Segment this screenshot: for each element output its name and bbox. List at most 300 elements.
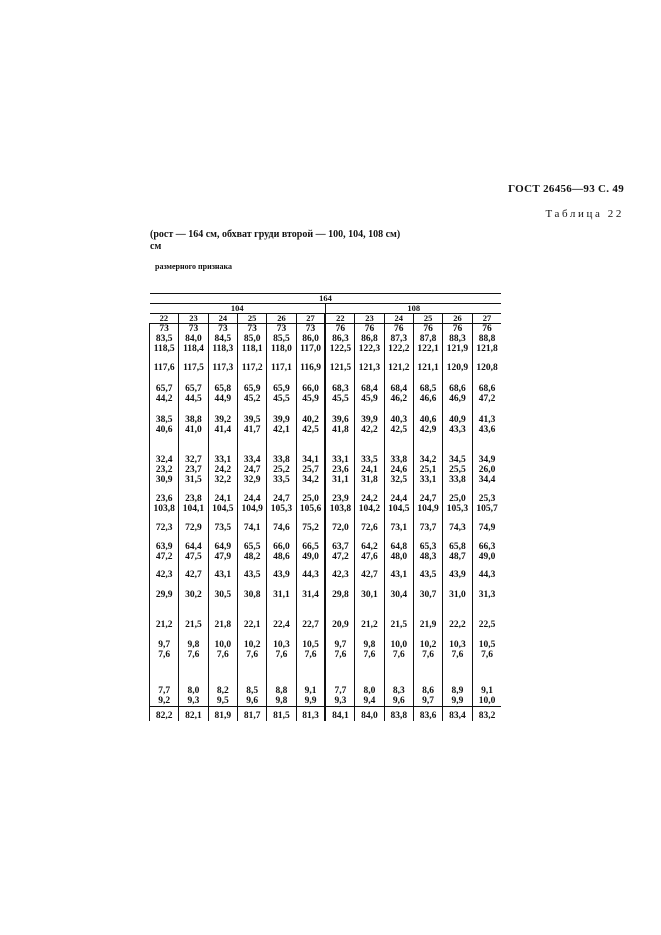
table-row-block — [150, 354, 502, 373]
table-cell — [472, 435, 501, 485]
table-cell — [267, 600, 296, 630]
cell-value: 7,6 — [275, 650, 288, 660]
cell-value: 122,5 — [329, 344, 352, 354]
cell-value: 9,1 — [481, 686, 493, 696]
cell-value: 43,6 — [478, 425, 496, 435]
cell-value: 86,3 — [332, 334, 349, 344]
cell-value: 22,1 — [243, 620, 261, 630]
cell-value: 21,8 — [214, 620, 232, 630]
cell-value: 21,2 — [155, 620, 173, 630]
cell-value: 65,9 — [273, 384, 290, 394]
cell-value: 44,2 — [155, 394, 173, 404]
cell-value: 10,0 — [478, 696, 496, 706]
cell-value: 65,7 — [155, 384, 173, 394]
cell-value: 68,6 — [449, 384, 466, 394]
cell-value: 44,5 — [185, 394, 202, 404]
cell-value: 10,5 — [302, 640, 319, 650]
cell-value: 73 — [276, 324, 287, 334]
cell-value: 31,1 — [273, 590, 290, 600]
table-cell — [443, 404, 472, 435]
page-header: ГОСТ 26456—93 С. 49 — [508, 183, 624, 195]
column-header: 24 — [208, 314, 237, 324]
cell-value: 9,6 — [392, 696, 405, 706]
cell-value: 10,3 — [449, 640, 466, 650]
cell-value: 68,5 — [419, 384, 437, 394]
table-cell — [150, 373, 179, 404]
table-cell — [296, 533, 325, 562]
cell-value: 48,2 — [243, 552, 261, 562]
table-cell — [237, 660, 266, 707]
cell-value: 8,0 — [187, 686, 200, 696]
cell-value: 105,3 — [270, 504, 293, 514]
cell-value: 24,2 — [361, 494, 378, 504]
table-cell — [355, 533, 384, 562]
cell-value: 9,8 — [275, 696, 288, 706]
table-cell — [267, 630, 296, 660]
table-row-block — [150, 324, 502, 355]
column-header: 27 — [296, 314, 325, 324]
table-cell — [296, 514, 325, 533]
cell-value: 83,6 — [419, 711, 437, 721]
cell-value: 47,2 — [155, 552, 173, 562]
cell-value: 120,8 — [476, 363, 498, 373]
table-cell — [355, 485, 384, 514]
cell-value: 117,6 — [153, 363, 175, 373]
cell-value: 73 — [159, 324, 169, 334]
cell-value: 7,7 — [158, 686, 171, 696]
table-cell — [179, 533, 208, 562]
cell-value: 7,6 — [334, 650, 347, 660]
cell-value: 9,8 — [187, 640, 200, 650]
table-cell — [443, 514, 472, 533]
cell-value: 83,8 — [390, 711, 408, 721]
cell-value: 31,8 — [361, 475, 378, 485]
cell-value: 65,3 — [419, 542, 437, 552]
table-cell — [267, 707, 296, 722]
table-cell — [208, 562, 237, 580]
table-cell — [355, 324, 384, 355]
cell-value: 30,2 — [185, 590, 202, 600]
cell-value: 23,6 — [155, 494, 173, 504]
cell-value: 30,9 — [155, 475, 173, 485]
table-cell — [237, 514, 266, 533]
cell-value: 87,8 — [419, 334, 437, 344]
cell-value: 86,8 — [361, 334, 378, 344]
cell-value: 31,0 — [449, 590, 466, 600]
table-cell — [179, 707, 208, 722]
cell-value: 65,8 — [449, 542, 466, 552]
cell-value: 72,3 — [155, 523, 173, 533]
table-cell — [443, 485, 472, 514]
table-cell — [384, 580, 413, 600]
table-cell — [384, 660, 413, 707]
cell-value: 31,3 — [478, 590, 496, 600]
table-cell — [150, 514, 179, 533]
column-header: 24 — [384, 314, 413, 324]
cell-value: 30,1 — [361, 590, 378, 600]
height-header: 164 — [150, 294, 502, 304]
table-cell — [355, 600, 384, 630]
table-cell — [150, 435, 179, 485]
cell-value: 34,1 — [302, 455, 319, 465]
cell-value: 22,7 — [302, 620, 319, 630]
cell-value: 31,1 — [332, 475, 349, 485]
cell-value: 87,3 — [390, 334, 408, 344]
column-header: 27 — [472, 314, 501, 324]
table-cell — [413, 514, 442, 533]
cell-value: 9,7 — [422, 696, 435, 706]
cell-value: 7,6 — [451, 650, 464, 660]
cell-value: 44,3 — [302, 570, 319, 580]
table-cell — [150, 660, 179, 707]
cell-value: 121,1 — [417, 363, 439, 373]
cell-value: 66,5 — [302, 542, 319, 552]
cell-value: 48,6 — [273, 552, 290, 562]
table-cell — [296, 562, 325, 580]
cell-value: 76 — [394, 324, 404, 334]
table-cell — [413, 404, 442, 435]
table-cell — [296, 373, 325, 404]
cell-value: 104,9 — [241, 504, 263, 514]
cell-value: 45,5 — [332, 394, 349, 404]
cell-value: 42,3 — [332, 570, 349, 580]
cell-value: 48,0 — [390, 552, 408, 562]
cell-value: 68,4 — [390, 384, 408, 394]
table-cell — [413, 373, 442, 404]
table-cell — [472, 514, 501, 533]
table-cell — [413, 630, 442, 660]
table-cell — [267, 354, 296, 373]
cell-value: 24,1 — [214, 494, 232, 504]
cell-value: 32,7 — [185, 455, 202, 465]
cell-value: 45,5 — [273, 394, 290, 404]
table-row-block — [150, 562, 502, 580]
cell-value: 104,5 — [388, 504, 410, 514]
cell-value: 44,9 — [214, 394, 232, 404]
table-cell — [179, 404, 208, 435]
table-cell — [472, 533, 501, 562]
table-cell — [325, 562, 354, 580]
table-cell — [472, 630, 501, 660]
table-cell — [237, 533, 266, 562]
cell-value: 21,5 — [185, 620, 202, 630]
cell-value: 49,0 — [478, 552, 496, 562]
cell-value: 34,5 — [449, 455, 466, 465]
cell-value: 39,9 — [273, 415, 290, 425]
cell-value: 76 — [335, 324, 346, 334]
table-cell — [237, 324, 266, 355]
cell-value: 41,0 — [185, 425, 202, 435]
cell-value: 30,7 — [419, 590, 437, 600]
table-cell — [443, 600, 472, 630]
table-row-block — [150, 660, 502, 707]
cell-value: 9,1 — [304, 686, 317, 696]
cell-value: 73 — [305, 324, 316, 334]
cell-value: 8,5 — [246, 686, 259, 696]
cell-value: 7,6 — [422, 650, 435, 660]
table-cell — [384, 562, 413, 580]
cell-value: 103,8 — [329, 504, 352, 514]
cell-value: 105,3 — [446, 504, 469, 514]
table-cell — [237, 562, 266, 580]
table-row-block — [150, 485, 502, 514]
cell-value: 34,9 — [478, 455, 496, 465]
table-cell — [384, 324, 413, 355]
cell-value: 24,7 — [419, 494, 437, 504]
cell-value: 33,8 — [273, 455, 290, 465]
table-cell — [355, 580, 384, 600]
cell-value: 47,5 — [185, 552, 202, 562]
column-header: 25 — [413, 314, 442, 324]
cell-value: 23,7 — [185, 465, 202, 475]
cell-value: 84,0 — [361, 711, 378, 721]
table-cell — [325, 580, 354, 600]
table-cell — [355, 404, 384, 435]
table-cell — [179, 485, 208, 514]
table-cell — [384, 533, 413, 562]
table-cell — [413, 600, 442, 630]
cell-value: 86,0 — [302, 334, 319, 344]
cell-value: 47,2 — [332, 552, 349, 562]
table-cell — [443, 660, 472, 707]
cell-value: 122,2 — [388, 344, 410, 354]
cell-value: 25,5 — [449, 465, 466, 475]
table-cell — [472, 354, 501, 373]
table-cell — [472, 707, 501, 722]
cell-value: 33,8 — [449, 475, 466, 485]
table-cell — [325, 514, 354, 533]
column-subheading-note: размерного признака — [155, 262, 233, 271]
table-cell — [384, 514, 413, 533]
cell-value: 122,3 — [358, 344, 381, 354]
table-cell — [355, 562, 384, 580]
cell-value: 31,5 — [185, 475, 202, 485]
table-cell — [443, 580, 472, 600]
table-cell — [355, 373, 384, 404]
table-cell — [472, 562, 501, 580]
cell-value: 75,2 — [302, 523, 319, 533]
cell-value: 32,4 — [155, 455, 173, 465]
cell-value: 72,6 — [361, 523, 378, 533]
cell-value: 25,7 — [302, 465, 319, 475]
cell-value: 64,4 — [185, 542, 202, 552]
cell-value: 32,9 — [243, 475, 261, 485]
cell-value: 7,6 — [216, 650, 229, 660]
cell-value: 84,0 — [185, 334, 202, 344]
cell-value: 47,2 — [478, 394, 496, 404]
table-cell — [472, 373, 501, 404]
column-header: 26 — [267, 314, 296, 324]
cell-value: 7,6 — [304, 650, 317, 660]
cell-value: 47,6 — [361, 552, 378, 562]
cell-value: 26,0 — [478, 465, 496, 475]
cell-value: 40,6 — [419, 415, 437, 425]
cell-value: 84,5 — [214, 334, 232, 344]
cell-value: 66,0 — [273, 542, 290, 552]
table-cell — [413, 533, 442, 562]
table-cell — [267, 580, 296, 600]
cell-value: 117,0 — [300, 344, 321, 354]
data-table-container — [149, 293, 503, 745]
cell-value: 76 — [452, 324, 463, 334]
cell-value: 45,2 — [243, 394, 261, 404]
cell-value: 117,2 — [241, 363, 263, 373]
table-label: Таблица 22 — [545, 208, 624, 220]
table-cell — [208, 630, 237, 660]
cell-value: 9,8 — [363, 640, 376, 650]
table-cell — [355, 514, 384, 533]
table-cell — [296, 600, 325, 630]
cell-value: 117,3 — [212, 363, 234, 373]
cell-value: 10,0 — [214, 640, 232, 650]
cell-value: 121,2 — [388, 363, 410, 373]
cell-value: 9,3 — [334, 696, 347, 706]
cell-value: 42,5 — [302, 425, 319, 435]
cell-value: 9,3 — [187, 696, 200, 706]
table-cell — [208, 580, 237, 600]
table-row-block — [150, 533, 502, 562]
cell-value: 10,2 — [419, 640, 437, 650]
cell-value: 40,6 — [155, 425, 173, 435]
table-cell — [267, 324, 296, 355]
table-cell — [237, 354, 266, 373]
table-cell — [355, 354, 384, 373]
table-cell — [325, 435, 354, 485]
table-cell — [384, 435, 413, 485]
cell-value: 43,1 — [214, 570, 232, 580]
cell-value: 47,9 — [214, 552, 232, 562]
cell-value: 20,9 — [332, 620, 349, 630]
cell-value: 46,9 — [449, 394, 466, 404]
cell-value: 81,9 — [214, 711, 232, 721]
caption-line-1: (рост — 164 см, обхват груди второй — 100, 104, 108 см) — [150, 229, 401, 240]
table-cell — [384, 373, 413, 404]
table-row-block — [150, 435, 502, 485]
cell-value: 33,1 — [214, 455, 232, 465]
cell-value: 7,6 — [481, 650, 493, 660]
cell-value: 41,4 — [214, 425, 232, 435]
cell-value: 43,9 — [449, 570, 466, 580]
cell-value: 43,1 — [390, 570, 408, 580]
cell-value: 7,6 — [363, 650, 376, 660]
table-row-block — [150, 373, 502, 404]
cell-value: 8,9 — [451, 686, 464, 696]
cell-value: 41,8 — [332, 425, 349, 435]
cell-value: 34,2 — [419, 455, 437, 465]
cell-value: 116,9 — [300, 363, 321, 373]
cell-value: 103,8 — [153, 504, 175, 514]
cell-value: 73,5 — [214, 523, 232, 533]
table-cell — [237, 707, 266, 722]
column-header: 22 — [325, 314, 354, 324]
cell-value: 104,1 — [182, 504, 205, 514]
cell-value: 49,0 — [302, 552, 319, 562]
table-row-block — [150, 630, 502, 660]
cell-value: 9,4 — [363, 696, 376, 706]
cell-value: 7,6 — [392, 650, 405, 660]
cell-value: 33,1 — [419, 475, 437, 485]
cell-value: 43,9 — [273, 570, 290, 580]
table-cell — [267, 660, 296, 707]
table-cell — [443, 533, 472, 562]
table-cell — [472, 404, 501, 435]
group-header-104: 104 — [150, 304, 326, 314]
table-cell — [325, 600, 354, 630]
cell-value: 7,6 — [158, 650, 171, 660]
table-cell — [472, 485, 501, 514]
table-cell — [267, 373, 296, 404]
table-cell — [443, 435, 472, 485]
table-cell — [325, 533, 354, 562]
cell-value: 85,0 — [243, 334, 261, 344]
table-cell — [384, 404, 413, 435]
cell-value: 39,5 — [243, 415, 261, 425]
cell-value: 45,9 — [361, 394, 378, 404]
column-header: 22 — [150, 314, 179, 324]
cell-value: 38,8 — [185, 415, 202, 425]
table-cell — [208, 404, 237, 435]
table-cell — [325, 354, 354, 373]
cell-value: 9,7 — [158, 640, 171, 650]
cell-value: 105,6 — [299, 504, 322, 514]
cell-value: 81,7 — [243, 711, 261, 721]
table-cell — [355, 660, 384, 707]
cell-value: 45,9 — [302, 394, 319, 404]
table-cell — [237, 373, 266, 404]
cell-value: 42,7 — [361, 570, 378, 580]
cell-value: 73 — [218, 324, 228, 334]
table-cell — [296, 404, 325, 435]
column-header-row — [150, 314, 502, 324]
cell-value: 33,1 — [332, 455, 349, 465]
cell-value: 63,9 — [155, 542, 173, 552]
table-cell — [150, 707, 179, 722]
cell-value: 64,8 — [390, 542, 408, 552]
cell-value: 118,5 — [153, 344, 175, 354]
table-cell — [179, 630, 208, 660]
cell-value: 104,9 — [417, 504, 439, 514]
cell-value: 24,7 — [273, 494, 290, 504]
cell-value: 43,3 — [449, 425, 466, 435]
cell-value: 48,7 — [449, 552, 466, 562]
table-cell — [150, 404, 179, 435]
table-cell — [179, 514, 208, 533]
table-cell — [208, 373, 237, 404]
cell-value: 41,3 — [478, 415, 496, 425]
cell-value: 122,1 — [417, 344, 439, 354]
cell-value: 74,6 — [273, 523, 290, 533]
cell-value: 74,1 — [243, 523, 261, 533]
table-cell — [208, 435, 237, 485]
table-cell — [443, 373, 472, 404]
table-cell — [413, 660, 442, 707]
cell-value: 23,2 — [155, 465, 173, 475]
table-cell — [296, 324, 325, 355]
cell-value: 117,5 — [183, 363, 204, 373]
cell-value: 64,9 — [214, 542, 232, 552]
cell-value: 25,2 — [273, 465, 290, 475]
table-cell — [150, 562, 179, 580]
cell-value: 88,8 — [478, 334, 496, 344]
table-cell — [237, 435, 266, 485]
table-cell — [179, 373, 208, 404]
cell-value: 83,2 — [478, 711, 496, 721]
table-cell — [355, 435, 384, 485]
table-cell — [237, 485, 266, 514]
cell-value: 73,7 — [419, 523, 437, 533]
table-cell — [208, 533, 237, 562]
table-cell — [384, 630, 413, 660]
